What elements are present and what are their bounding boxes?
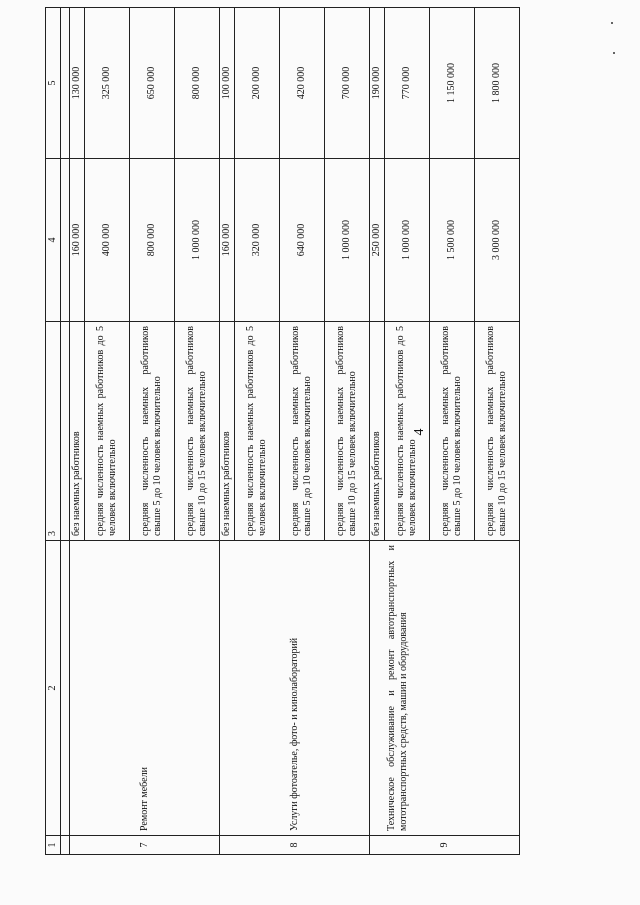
value-cell: 800 000 [130, 159, 175, 322]
header-col-3: 3 [46, 322, 61, 541]
condition-cell: средняя численность наемных работников до 5 человек включительно [85, 322, 130, 541]
condition-cell: средняя численность наемных работников свыше 10 до 15 человек включительно [175, 322, 220, 541]
value-cell: 400 000 [85, 159, 130, 322]
condition-cell: без наемных работников [220, 322, 235, 541]
rotated-table-container [45, 45, 545, 855]
condition-cell: средняя численность наемных работников до 5 человек включительно [235, 322, 280, 541]
value-cell: 3 000 000 [475, 159, 520, 322]
value-cell: 160 000 [70, 159, 85, 322]
header-row [46, 8, 61, 855]
header-col-5: 5 [46, 8, 61, 159]
table-row [70, 8, 85, 855]
table-row [370, 8, 385, 855]
scan-speck [613, 52, 615, 54]
page-number: 4 [412, 428, 427, 436]
service-name: Ремонт мебели [70, 541, 220, 836]
value-cell: 770 000 [385, 8, 430, 159]
condition-cell: без наемных работников [70, 322, 85, 541]
value-cell: 200 000 [235, 8, 280, 159]
value-cell: 160 000 [220, 159, 235, 322]
condition-cell: средняя численность наемных работников свыше 5 до 10 человек включительно [430, 322, 475, 541]
condition-cell: средняя численность наемных работников свыше 10 до 15 человек включительно [475, 322, 520, 541]
value-cell: 325 000 [85, 8, 130, 159]
header-col-2: 2 [46, 541, 61, 836]
value-cell: 650 000 [130, 8, 175, 159]
value-cell: 1 000 000 [325, 159, 370, 322]
condition-cell: средняя численность наемных работников свыше 10 до 15 человек включительно [325, 322, 370, 541]
value-cell: 800 000 [175, 8, 220, 159]
row-number: 7 [70, 836, 220, 855]
condition-cell: без наемных работников [370, 322, 385, 541]
value-cell: 700 000 [325, 8, 370, 159]
row-number: 9 [370, 836, 520, 855]
service-name: Техническое обслуживание и ремонт автотранспортных и мототранспортных средств, машин и оборудования [385, 541, 520, 836]
value-cell: 1 000 000 [385, 159, 430, 322]
value-cell: 420 000 [280, 8, 325, 159]
condition-cell: средняя численность наемных работников свыше 5 до 10 человек включительно [130, 322, 175, 541]
value-cell: 320 000 [235, 159, 280, 322]
value-cell: 130 000 [70, 8, 85, 159]
scan-speck [611, 22, 613, 24]
value-cell: 250 000 [370, 159, 385, 322]
tariff-table [45, 7, 520, 855]
value-cell: 1 150 000 [430, 8, 475, 159]
table-row [220, 8, 235, 855]
condition-cell: средняя численность наемных работников до 5 человек включительно [385, 322, 430, 541]
condition-cell: средняя численность наемных работников свыше 5 до 10 человек включительно [280, 322, 325, 541]
service-name-spacer [370, 541, 385, 836]
header-col-4: 4 [46, 159, 61, 322]
value-cell: 640 000 [280, 159, 325, 322]
table-row [385, 8, 430, 855]
value-cell: 100 000 [220, 8, 235, 159]
value-cell: 1 800 000 [475, 8, 520, 159]
value-cell: 190 000 [370, 8, 385, 159]
header-spacer-row [61, 8, 70, 855]
value-cell: 1 500 000 [430, 159, 475, 322]
service-name: Услуги фотоателье, фото- и кинолабораторий [220, 541, 370, 836]
value-cell: 1 000 000 [175, 159, 220, 322]
header-col-1: 1 [46, 836, 61, 855]
row-number: 8 [220, 836, 370, 855]
